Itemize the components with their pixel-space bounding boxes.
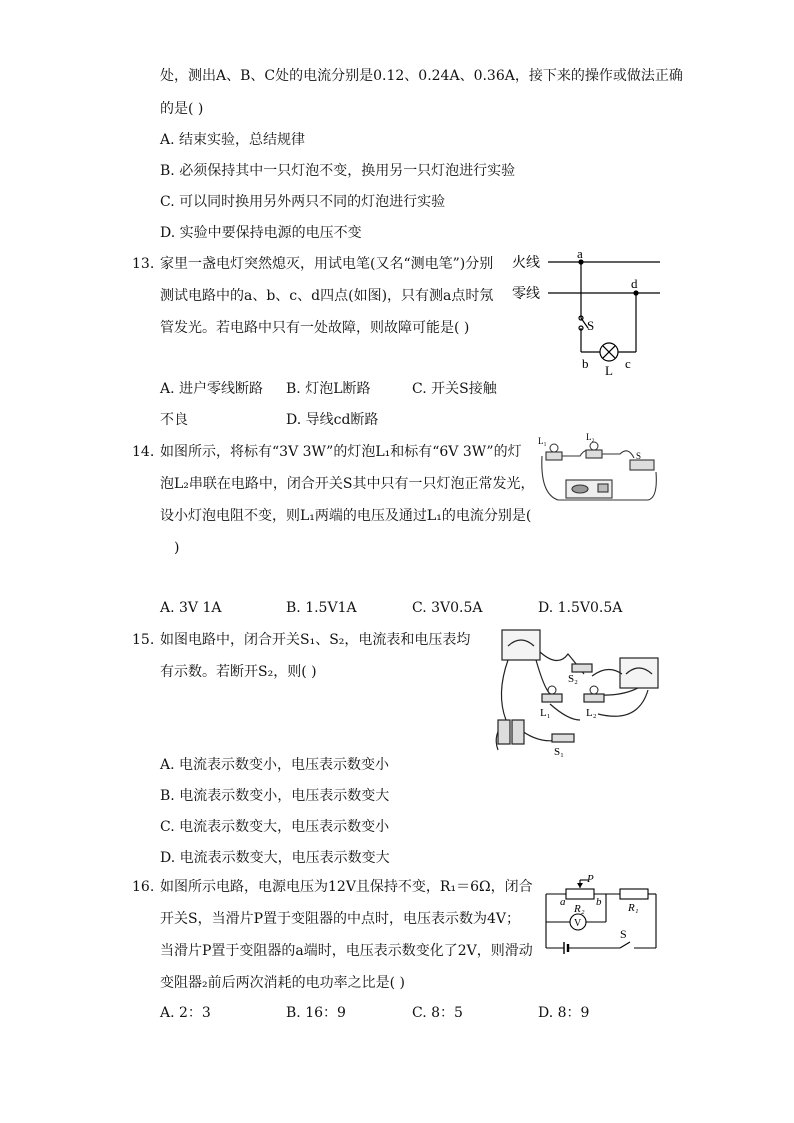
q13-option-a: A. 进户零线断路 — [160, 381, 264, 397]
q13-line3: 管发光。若电路中只有一处故障，则故障可能是( ) — [160, 320, 470, 336]
q14-option-a: A. 3V 1A — [160, 600, 222, 616]
q12-line1: 处，测出A、B、C处的电流分别是0.12、0.24A、0.36A，接下来的操作或做法正确 — [160, 68, 683, 84]
q14-option-c: C. 3V0.5A — [412, 600, 483, 616]
q15-number: 15. — [132, 632, 155, 648]
q16-line4: 变阻器₂前后两次消耗的电功率之比是( ) — [160, 975, 405, 991]
end-a-label: a — [560, 896, 566, 908]
resistor-r1-label: R₁ — [628, 902, 639, 914]
q15-line1: 如图电路中，闭合开关S₁、S₂，电流表和电压表均 — [160, 632, 471, 648]
q15-circuit-figure — [488, 624, 664, 760]
point-c-label: c — [625, 356, 631, 371]
lamp-l-label: L — [605, 363, 613, 376]
switch-s-label: S — [620, 927, 627, 941]
ammeter — [502, 630, 540, 660]
q15-option-a: A. 电流表示数变小，电压表示数变小 — [160, 757, 390, 773]
voltmeter-v-label: V — [574, 918, 582, 929]
q16-option-d: D. 8：9 — [538, 1005, 590, 1021]
switch-s1-label: S₁ — [554, 746, 564, 758]
q15-option-b: B. 电流表示数变小，电压表示数变大 — [160, 788, 390, 804]
q15-line2: 有示数。若断开S₂，则( ) — [160, 664, 317, 680]
switch-s2-label: S₂ — [568, 673, 578, 685]
q14-line2: 泡L₂串联在电路中，闭合开关S其中只有一只灯泡正常发光， — [160, 476, 535, 492]
q12-option-a: A. 结束实验，总结规律 — [160, 132, 306, 148]
fire-wire-label: 火线 — [512, 256, 540, 271]
q13-circuit-figure — [508, 246, 663, 376]
point-b-label: b — [582, 356, 589, 371]
q16-line1: 如图所示电路，电源电压为12V且保持不变，R₁＝6Ω，闭合 — [160, 879, 533, 895]
q13-line2: 测试电路中的a、b、c、d四点(如图)，只有测a点时氖 — [160, 288, 494, 304]
q13-option-b: B. 灯泡L断路 — [286, 381, 371, 397]
q16-number: 16. — [132, 879, 155, 895]
q12-option-d: D. 实验中要保持电源的电压不变 — [160, 225, 362, 241]
slider-p-label: P — [587, 873, 594, 885]
q16-circuit-figure — [540, 872, 662, 958]
q13-option-d: D. 导线cd断路 — [286, 412, 379, 428]
q14-circuit-figure — [536, 432, 662, 512]
point-a-label: a — [577, 246, 583, 261]
lamp-l2-label: L₂ — [586, 432, 595, 442]
q16-option-b: B. 16：9 — [286, 1005, 346, 1021]
switch-s-label: S — [636, 451, 642, 461]
q12-line2: 的是( ) — [160, 101, 204, 117]
q13-number: 13. — [132, 256, 155, 272]
q13-option-c: C. 开关S接触 — [412, 381, 497, 397]
point-d-label: d — [631, 276, 638, 291]
q14-option-b: B. 1.5V1A — [286, 600, 357, 616]
switch-s-label: S — [587, 318, 595, 333]
end-b-label: b — [596, 896, 602, 908]
lamp-l2-label: L₂ — [586, 707, 597, 719]
q13-option-c-cont: 不良 — [160, 412, 188, 428]
q14-line1: 如图所示，将标有“3V 3W”的灯泡L₁和标有“6V 3W”的灯 — [160, 444, 522, 460]
q16-line3: 当滑片P置于变阻器的a端时，电压表示数变化了2V，则滑动 — [160, 943, 533, 959]
lamp-l1-label: L₁ — [540, 707, 551, 719]
voltmeter — [620, 658, 658, 688]
lamp-l1-label: L₁ — [538, 436, 547, 446]
q16-option-c: C. 8：5 — [412, 1005, 463, 1021]
q16-line2: 开关S，当滑片P置于变阻器的中点时，电压表示数为4V； — [160, 911, 521, 927]
q16-option-a: A. 2：3 — [160, 1005, 211, 1021]
q15-option-d: D. 电流表示数变大，电压表示数变大 — [160, 850, 390, 866]
q15-option-c: C. 电流表示数变大，电压表示数变小 — [160, 819, 390, 835]
q12-option-c: C. 可以同时换用另外两只不同的灯泡进行实验 — [160, 194, 446, 210]
rheostat-r2-label: R₂ — [574, 903, 585, 915]
q14-line4: ) — [174, 540, 180, 556]
q13-line1: 家里一盏电灯突然熄灭，用试电笔(又名“测电笔”)分别 — [160, 256, 494, 272]
q14-line3: 设小灯泡电阻不变，则L₁两端的电压及通过L₁的电流分别是( — [160, 508, 532, 524]
q12-option-b: B. 必须保持其中一只灯泡不变，换用另一只灯泡进行实验 — [160, 163, 516, 179]
q14-number: 14. — [132, 444, 155, 460]
q14-option-d: D. 1.5V0.5A — [538, 600, 623, 616]
neutral-wire-label: 零线 — [512, 287, 540, 302]
